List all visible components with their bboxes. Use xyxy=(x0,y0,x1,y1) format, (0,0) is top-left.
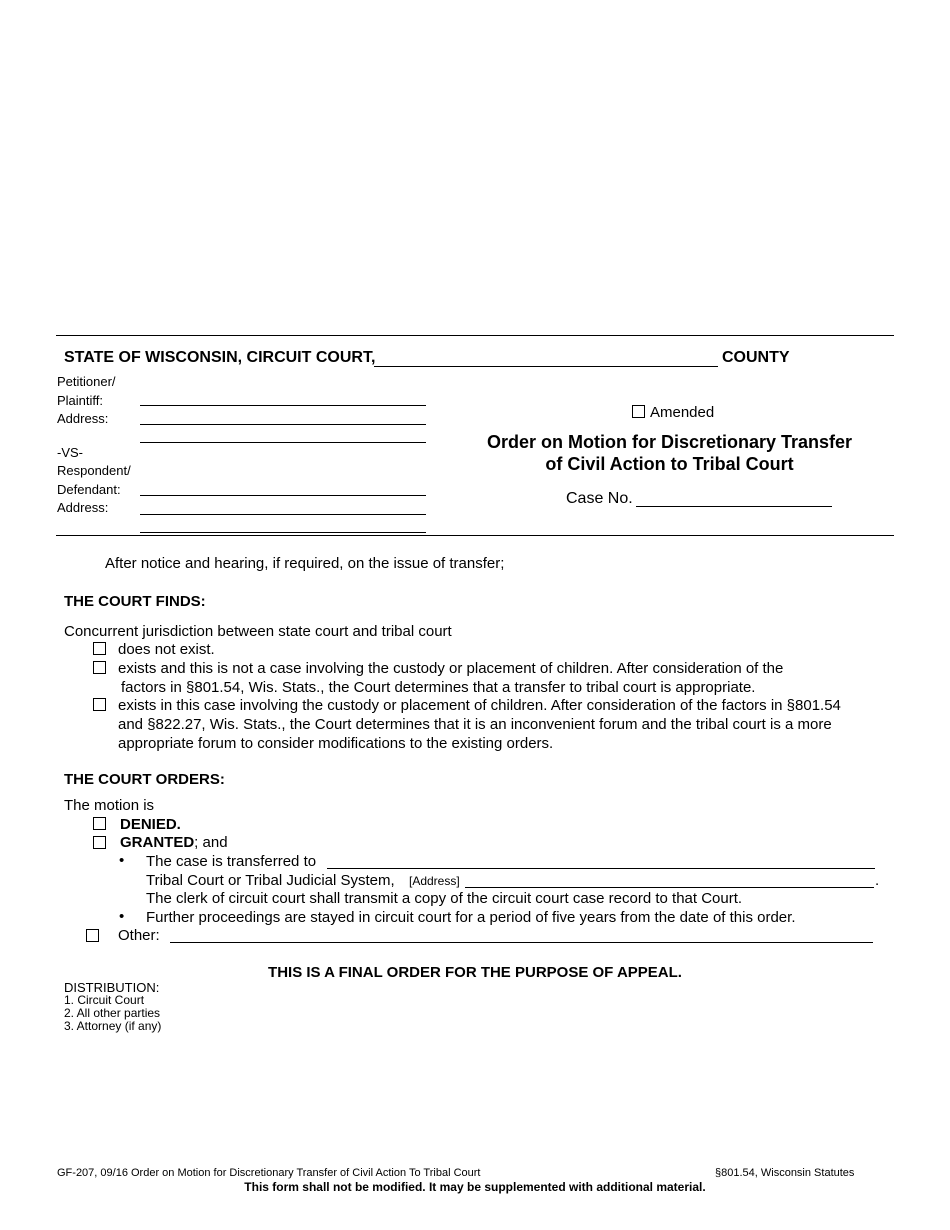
caption-bottom-rule xyxy=(56,535,894,536)
denied-checkbox[interactable] xyxy=(93,817,106,830)
finding-custody-line-2: and §822.27, Wis. Stats., the Court determines that it is an inconvenient forum and the tribal court is a more xyxy=(118,716,832,733)
distribution-heading: DISTRIBUTION: xyxy=(64,980,160,995)
other-checkbox[interactable] xyxy=(86,929,99,942)
finding-custody-line-3: appropriate forum to consider modifications to the existing orders. xyxy=(118,735,554,752)
orders-lead: The motion is xyxy=(64,797,155,814)
petitioner-address-label: Address: xyxy=(57,411,109,426)
versus-label: -VS- xyxy=(57,445,83,460)
stay-text: Further proceedings are stayed in circuit court for a period of five years from the date of this order. xyxy=(146,909,796,926)
respondent-address-field-1[interactable] xyxy=(140,514,426,515)
county-label: COUNTY xyxy=(722,349,790,366)
footer-form-id: GF-207, 09/16 Order on Motion for Discretionary Transfer of Civil Action To Tribal Court xyxy=(57,1167,481,1179)
clerk-text: The clerk of circuit court shall transmit a copy of the circuit court case record to that Court. xyxy=(146,890,743,907)
caption-top-rule xyxy=(56,335,894,336)
respondent-name-field[interactable] xyxy=(140,495,426,496)
transfer-court-field[interactable] xyxy=(327,868,875,869)
amended-checkbox[interactable] xyxy=(632,405,645,418)
footer-notice: This form shall not be modified. It may be supplemented with additional material. xyxy=(244,1180,706,1194)
finding-not-exist-text: does not exist. xyxy=(118,641,215,658)
distribution-item: 3. Attorney (if any) xyxy=(64,1019,162,1033)
final-order-statement: THIS IS A FINAL ORDER FOR THE PURPOSE OF APPEAL. xyxy=(268,964,682,981)
amended-label: Amended xyxy=(650,404,715,421)
distribution-item: 2. All other parties xyxy=(64,1006,161,1020)
respondent-address-field-2[interactable] xyxy=(140,532,426,533)
respondent-label-2: Defendant: xyxy=(57,482,121,497)
bullet-stay: • xyxy=(119,908,125,925)
county-name-field[interactable] xyxy=(374,366,718,367)
finding-not-exist-checkbox[interactable] xyxy=(93,642,106,655)
finding-non-custody-line-2: factors in §801.54, Wis. Stats., the Court determines that a transfer to tribal court is appropriate. xyxy=(121,679,756,696)
tribal-label: Tribal Court or Tribal Judicial System, xyxy=(146,872,395,889)
petitioner-name-field[interactable] xyxy=(140,405,426,406)
address-label: [Address] xyxy=(409,874,460,888)
petitioner-address-field-2[interactable] xyxy=(140,442,426,443)
case-number-field[interactable] xyxy=(636,506,832,507)
other-label: Other: xyxy=(118,927,160,944)
petitioner-label-1: Petitioner/ xyxy=(57,374,116,389)
finding-non-custody-checkbox[interactable] xyxy=(93,661,106,674)
case-number-label: Case No. xyxy=(566,490,633,507)
other-field[interactable] xyxy=(170,942,873,943)
petitioner-address-field-1[interactable] xyxy=(140,424,426,425)
finding-non-custody-line-1: exists and this is not a case involving the custody or placement of children. After consideration of the xyxy=(118,660,784,677)
findings-heading: THE COURT FINDS: xyxy=(64,593,206,610)
distribution-item: 1. Circuit Court xyxy=(64,993,145,1007)
respondent-label-1: Respondent/ xyxy=(57,463,131,478)
address-period: . xyxy=(875,872,880,889)
form-title-line-1: Order on Motion for Discretionary Transfer xyxy=(486,432,853,452)
granted-checkbox[interactable] xyxy=(93,836,106,849)
granted-suffix: ; and xyxy=(194,834,228,851)
transfer-text: The case is transferred to xyxy=(146,853,317,870)
footer-statute: §801.54, Wisconsin Statutes xyxy=(715,1167,855,1179)
form-title-line-2: of Civil Action to Tribal Court xyxy=(545,454,794,474)
court-heading: STATE OF WISCONSIN, CIRCUIT COURT, xyxy=(64,349,376,366)
orders-heading: THE COURT ORDERS: xyxy=(64,771,225,788)
tribal-address-field[interactable] xyxy=(465,887,874,888)
intro-text: After notice and hearing, if required, on the issue of transfer; xyxy=(105,555,505,572)
finding-custody-line-1: exists in this case involving the custody or placement of children. After consideration of the factors in §801.54 xyxy=(118,697,841,714)
petitioner-label-2: Plaintiff: xyxy=(57,393,104,408)
respondent-address-label: Address: xyxy=(57,500,109,515)
findings-lead: Concurrent jurisdiction between state court and tribal court xyxy=(64,623,452,640)
bullet-transfer: • xyxy=(119,852,125,869)
granted-text: GRANTED xyxy=(120,834,195,851)
granted-label xyxy=(120,834,228,851)
denied-label: DENIED. xyxy=(120,816,181,833)
finding-custody-checkbox[interactable] xyxy=(93,698,106,711)
